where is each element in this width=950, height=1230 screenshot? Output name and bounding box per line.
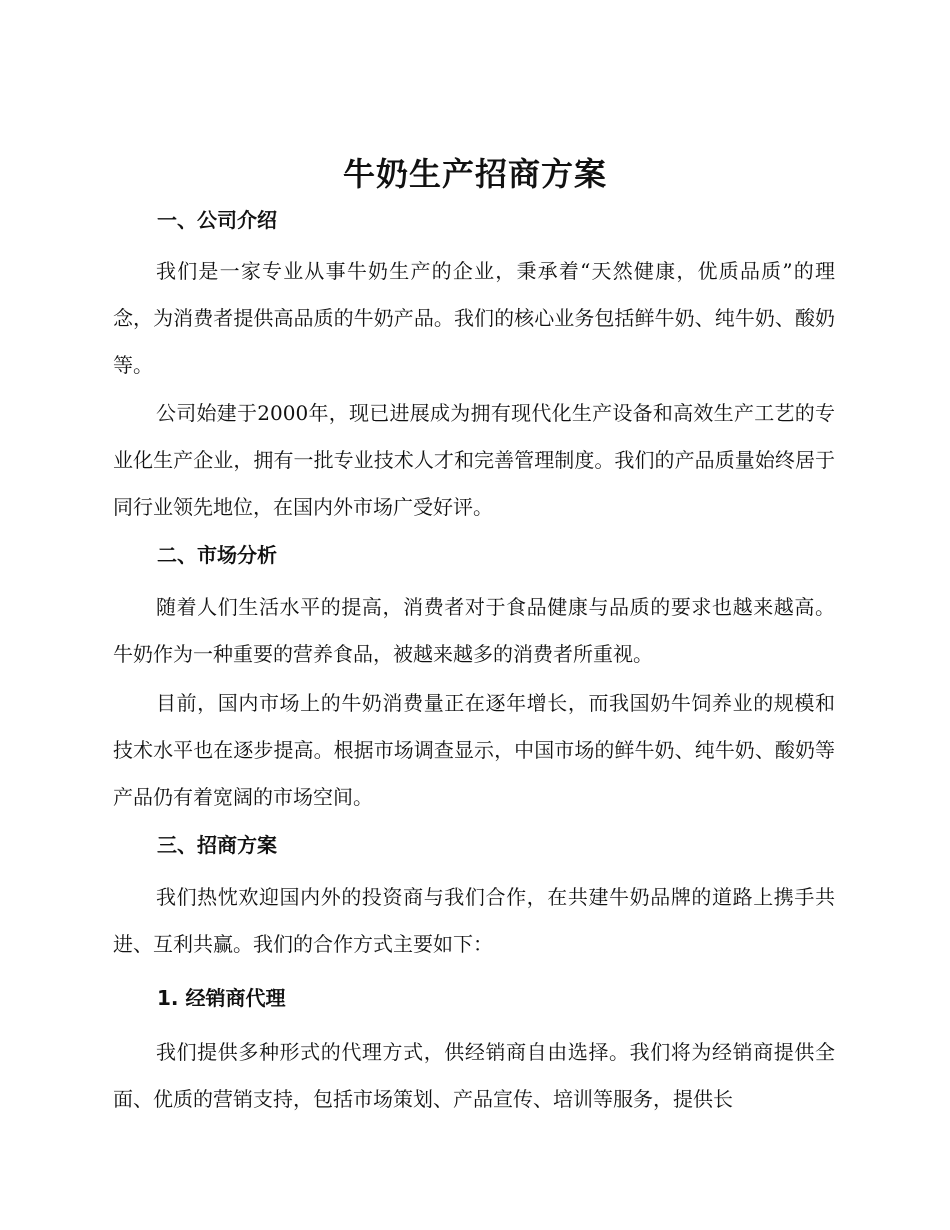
- paragraph-company-intro-1: 我们是一家专业从事牛奶生产的企业，秉承着“天然健康，优质品质”的理念，为消费者提供高品质的牛奶产品。我们的核心业务包括鲜牛奶、纯牛奶、酸奶等。: [113, 259, 835, 377]
- paragraph-distributor-agency-1: 我们提供多种形式的代理方式，供经销商自由选择。我们将为经销商提供全面、优质的营销支持，包括市场策划、产品宣传、培训等服务，提供长: [113, 1040, 835, 1111]
- subsection-heading-distributor-agency: 1. 经销商代理: [157, 986, 286, 1010]
- paragraph-market-analysis-1: 随着人们生活水平的提高，消费者对于食品健康与品质的要求也越来越高。牛奶作为一种重要的营养食品，被越来越多的消费者所重视。: [113, 595, 835, 666]
- document-title: 牛奶生产招商方案: [342, 155, 607, 193]
- paragraph-market-analysis-2: 目前，国内市场上的牛奶消费量正在逐年增长，而我国奶牛饲养业的规模和技术水平也在逐步提高。根据市场调查显示，中国市场的鲜牛奶、纯牛奶、酸奶等产品仍有着宽阔的市场空间。: [113, 691, 835, 809]
- paragraph-investment-plan-1: 我们热忱欢迎国内外的投资商与我们合作，在共建牛奶品牌的道路上携手共进、互利共赢。我们的合作方式主要如下：: [113, 885, 835, 956]
- section-heading-market-analysis: 二、市场分析: [157, 543, 277, 567]
- section-heading-investment-plan: 三、招商方案: [157, 833, 277, 857]
- paragraph-company-intro-2: 公司始建于2000年，现已进展成为拥有现代化生产设备和高效生产工艺的专业化生产企业，拥有一批专业技术人才和完善管理制度。我们的产品质量始终居于同行业领先地位，在国内外市场广受好评。: [113, 401, 835, 519]
- section-heading-company-intro: 一、公司介绍: [157, 208, 277, 232]
